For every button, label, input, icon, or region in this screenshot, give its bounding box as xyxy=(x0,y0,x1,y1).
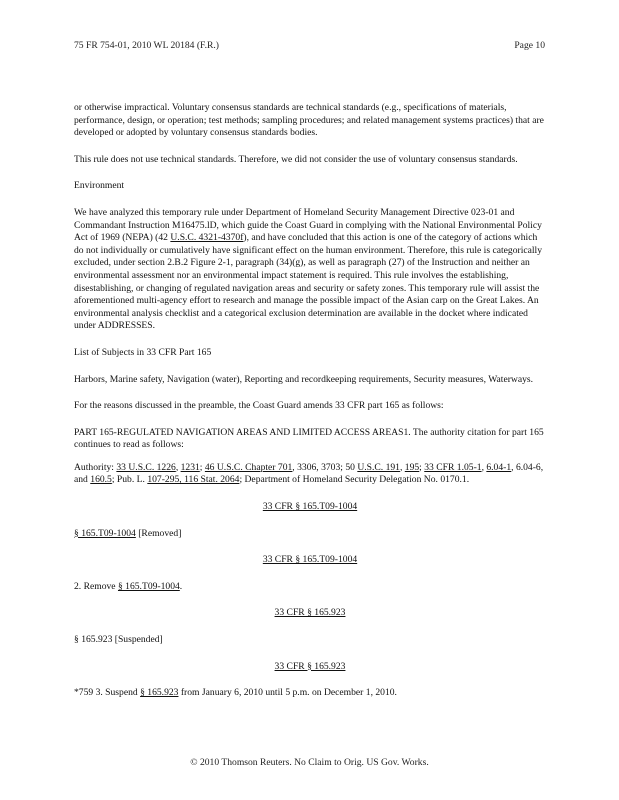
env-text-a: We have analyzed this temporary rule under Department of Homeland Security Management Directive 023-01 and Commandant Instruction M16475.lD, which guide the Coast Guard in complying with the National Environmental Policy Act of 1969 (NEPA) (42 xyxy=(74,206,542,244)
cfr-heading-t09-1004-2 xyxy=(74,554,546,567)
cfr-heading-923-2 xyxy=(74,661,546,674)
header-citation: 75 FR 754-01, 2010 WL 20184 (F.R.) xyxy=(74,40,220,51)
authority-link-pub-law[interactable]: 107-295, 116 Stat. 2064 xyxy=(147,474,240,486)
authority-sep: , 6.04-6, and xyxy=(74,461,544,486)
remove-suffix: . xyxy=(179,580,183,592)
authority-sep: , 3306, 3703; 50 xyxy=(292,461,358,473)
section-heading-environment: Environment xyxy=(74,180,125,192)
suspend-instruction xyxy=(74,687,546,700)
authority-link-160-5[interactable]: 160.5 xyxy=(90,474,112,486)
authority-sep: ; Department of Homeland Security Delegation No. 0170.1. xyxy=(239,474,470,486)
cfr-link-t09-1004[interactable]: 33 CFR § 165.T09-1004 xyxy=(262,501,358,513)
section-heading-subjects: List of Subjects in 33 CFR Part 165 xyxy=(74,346,212,358)
authority-link-604-1[interactable]: 6.04-1 xyxy=(486,461,512,473)
usc-4321-link[interactable]: U.S.C. 4321-4370f xyxy=(170,232,244,244)
paragraph-amend-intro: For the reasons discussed in the preamble, the Coast Guard amends 33 CFR part 165 as follows: xyxy=(74,400,444,412)
section-suspended: § 165.923 [Suspended] xyxy=(74,634,163,646)
suspend-prefix: *759 3. Suspend xyxy=(74,687,141,699)
section-removed xyxy=(74,528,546,541)
suspend-section-link[interactable]: § 165.923 xyxy=(140,687,179,699)
authority-sep: ; xyxy=(199,461,205,473)
authority-link-46usc701[interactable]: 46 U.S.C. Chapter 701 xyxy=(204,461,293,473)
authority-link-33cfr105[interactable]: 33 CFR 1.05-1 xyxy=(424,461,482,473)
cfr-heading-t09-1004 xyxy=(74,501,546,514)
authority-sep: ; Pub. L. xyxy=(111,474,148,486)
paragraph-subjects: Harbors, Marine safety, Navigation (water), Reporting and recordkeeping requirements, Security measures, Waterways. xyxy=(74,373,534,385)
removed-section-link[interactable]: § 165.T09-1004 xyxy=(74,527,136,539)
authority-link-usc191[interactable]: U.S.C. 191 xyxy=(357,461,400,473)
authority-sep: , xyxy=(481,461,487,473)
authority-link-1231[interactable]: 1231 xyxy=(180,461,200,473)
remove-instruction xyxy=(74,581,546,594)
cfr-link-923-2[interactable]: 33 CFR § 165.923 xyxy=(274,660,346,672)
cfr-link-t09-1004-2[interactable]: 33 CFR § 165.T09-1004 xyxy=(262,554,358,566)
suspend-suffix: from January 6, 2010 until 5 p.m. on December 1, 2010. xyxy=(178,687,397,699)
authority-prefix: Authority: xyxy=(74,461,117,473)
paragraph-voluntary-standards: or otherwise impractical. Voluntary consensus standards are technical standards (e.g., specifications of materials, performance, design, or operation; test methods; sampling procedures; and related management systems practices) that are developed or adopted by voluntary consensus standards bodies. xyxy=(74,102,544,139)
cfr-heading-923 xyxy=(74,607,546,620)
page-number: Page 10 xyxy=(514,40,545,51)
authority-link-33usc1226[interactable]: 33 U.S.C. 1226 xyxy=(116,461,176,473)
remove-section-link[interactable]: § 165.T09-1004 xyxy=(117,580,180,592)
env-text-b: ), and have concluded that this action is one of the category of actions which do not individually or cumulatively have significant effect on the human environment. Therefore, this rule is categorically excluded, under section 2.B.2 Figure 2-1, paragraph (34)(g), as well as paragraph (27) of the Instruction and neither an environmental assessment nor an environmental impact statement is required. This rule involves the establishing, disestablishing, or changing of regulated navigation areas and security or safety zones. This temporary rule will assist the aforementioned multi-agency effort to research and manage the possible impact of the Asian carp on the Great Lakes. An environmental analysis checklist and a categorical exclusion determination are available in the docket where indicated under ADDRESSES. xyxy=(74,232,542,332)
part-165-heading: PART 165-REGULATED NAVIGATION AREAS AND LIMITED ACCESS AREAS1. The authority citation for part 165 continues to read as follows: xyxy=(74,426,544,451)
authority-link-195[interactable]: 195 xyxy=(404,461,420,473)
document-body xyxy=(74,102,546,714)
authority-sep: , xyxy=(399,461,405,473)
paragraph-environment xyxy=(74,207,546,333)
cfr-link-923[interactable]: 33 CFR § 165.923 xyxy=(274,607,346,619)
authority-citation xyxy=(74,462,546,487)
authority-sep: , xyxy=(175,461,181,473)
removed-label: [Removed] xyxy=(135,527,182,539)
copyright-footer: © 2010 Thomson Reuters. No Claim to Orig. US Gov. Works. xyxy=(190,757,429,768)
authority-sep: ; xyxy=(419,461,425,473)
remove-prefix: 2. Remove xyxy=(74,580,118,592)
paragraph-technical-standards: This rule does not use technical standards. Therefore, we did not consider the use of voluntary consensus standards. xyxy=(74,153,518,165)
